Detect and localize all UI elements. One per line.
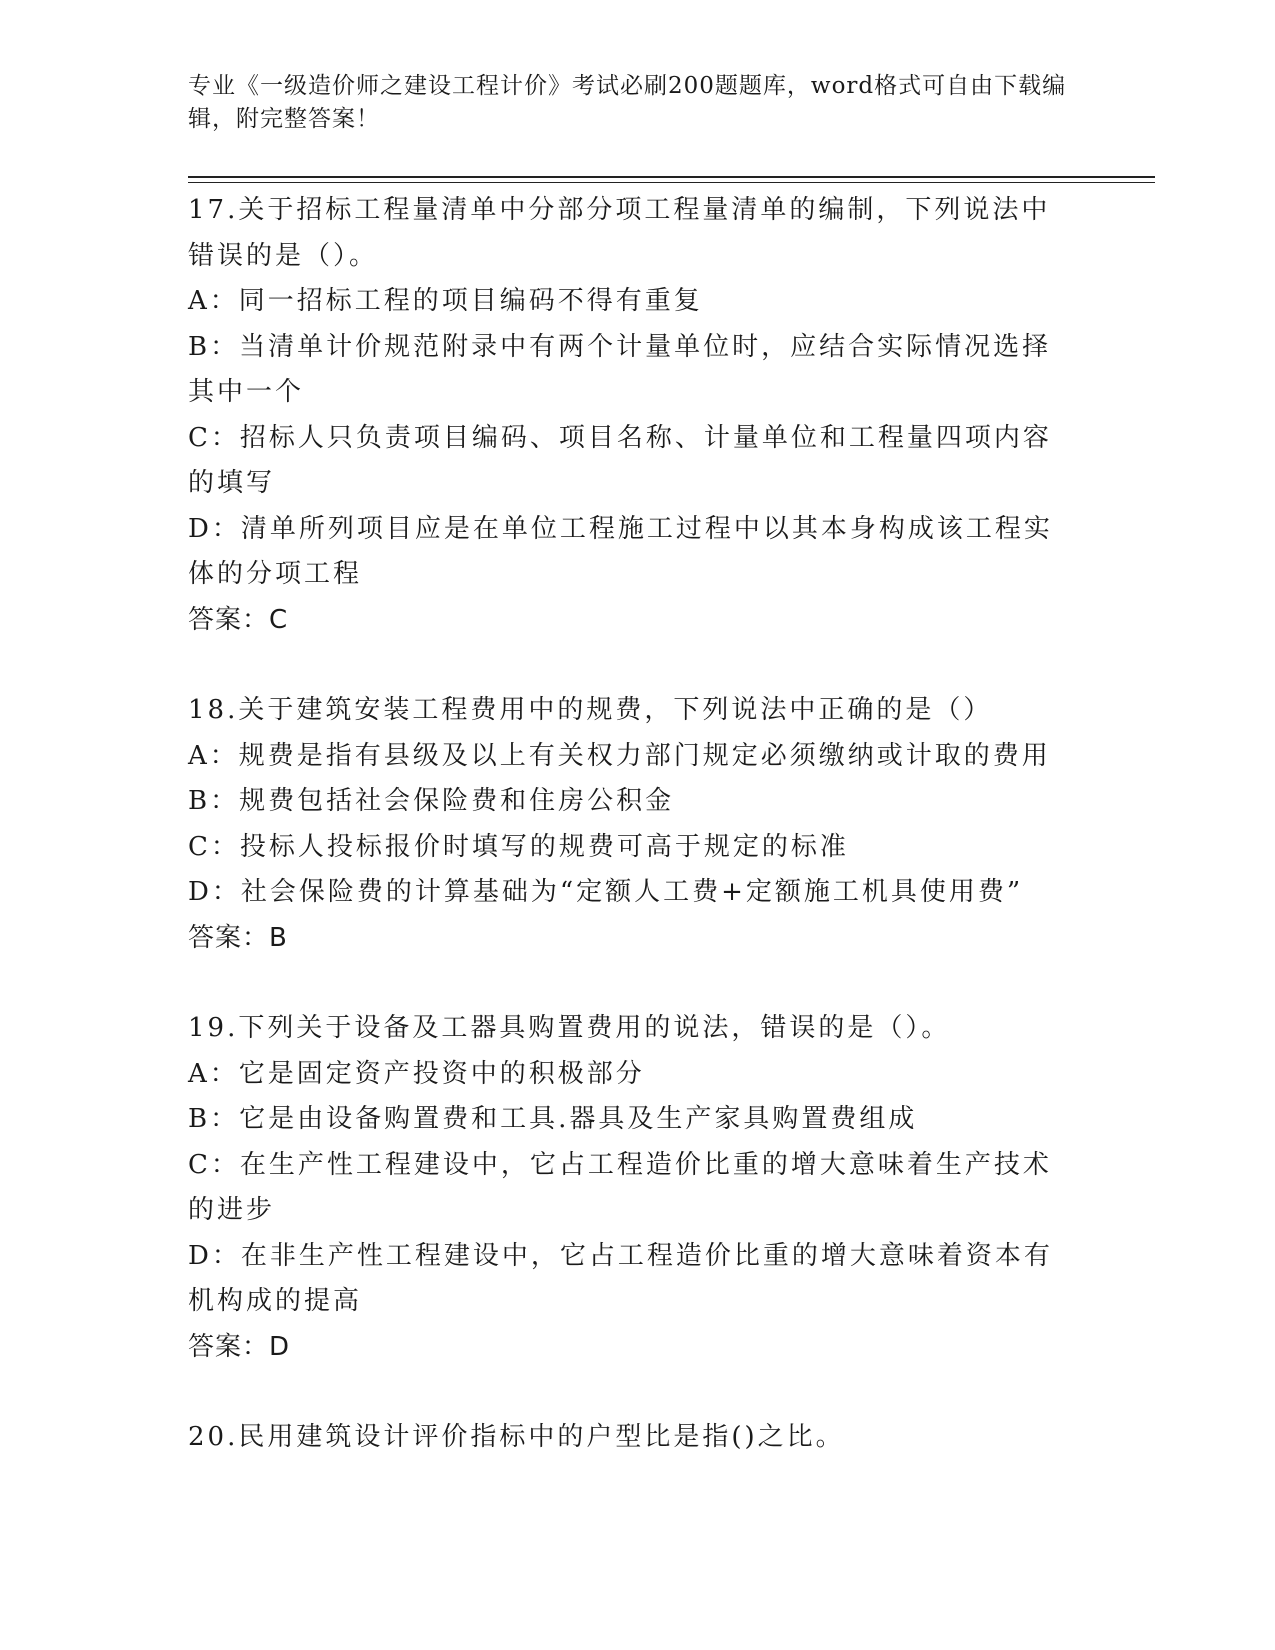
- header-rule-thick: [188, 176, 1155, 178]
- answer: 答案：D: [188, 1331, 291, 1362]
- option-d: D：在非生产性工程建设中，它占工程造价比重的增大意味着资本有机构成的提高: [188, 1240, 1053, 1316]
- answer: 答案：C: [188, 604, 289, 635]
- document-header: 专业《一级造价师之建设工程计价》考试必刷200题题库，word格式可自由下载编辑，附完整答案！: [188, 73, 1067, 132]
- question-stem: 19.下列关于设备及工器具购置费用的说法，错误的是（）。: [188, 1013, 951, 1043]
- question-20: [188, 1415, 1078, 1461]
- option-a: A：同一招标工程的项目编码不得有重复: [188, 286, 703, 316]
- question-stem: 20.民用建筑设计评价指标中的户型比是指()之比。: [188, 1422, 845, 1452]
- question-stem: 17.关于招标工程量清单中分部分项工程量清单的编制，下列说法中错误的是（）。: [188, 195, 1051, 271]
- option-a: A：规费是指有县级及以上有关权力部门规定必须缴纳或计取的费用: [188, 740, 1051, 771]
- question-list: [188, 188, 1078, 1506]
- option-b: B：它是由设备购置费和工具.器具及生产家具购置费组成: [188, 1104, 918, 1134]
- option-c: C：在生产性工程建设中，它占工程造价比重的增大意味着生产技术的进步: [188, 1149, 1052, 1225]
- question-19: [188, 1006, 1078, 1370]
- option-d: D：清单所列项目应是在单位工程施工过程中以其本身构成该工程实体的分项工程: [188, 513, 1053, 589]
- question-stem: 18.关于建筑安装工程费用中的规费，下列说法中正确的是（）: [188, 695, 993, 725]
- question-17: [188, 188, 1078, 643]
- option-c: C：投标人投标报价时填写的规费可高于规定的标准: [188, 831, 849, 862]
- option-d: D：社会保险费的计算基础为“定额人工费+定额施工机具使用费”: [188, 877, 1024, 907]
- header-rule-thin: [188, 182, 1155, 183]
- option-c: C：招标人只负责项目编码、项目名称、计量单位和工程量四项内容的填写: [188, 422, 1052, 498]
- option-a: A：它是固定资产投资中的积极部分: [188, 1058, 645, 1089]
- option-b: B：当清单计价规范附录中有两个计量单位时，应结合实际情况选择其中一个: [188, 331, 1052, 407]
- question-18: [188, 688, 1078, 961]
- answer: 答案：B: [188, 922, 288, 953]
- option-b: B：规费包括社会保险费和住房公积金: [188, 786, 675, 816]
